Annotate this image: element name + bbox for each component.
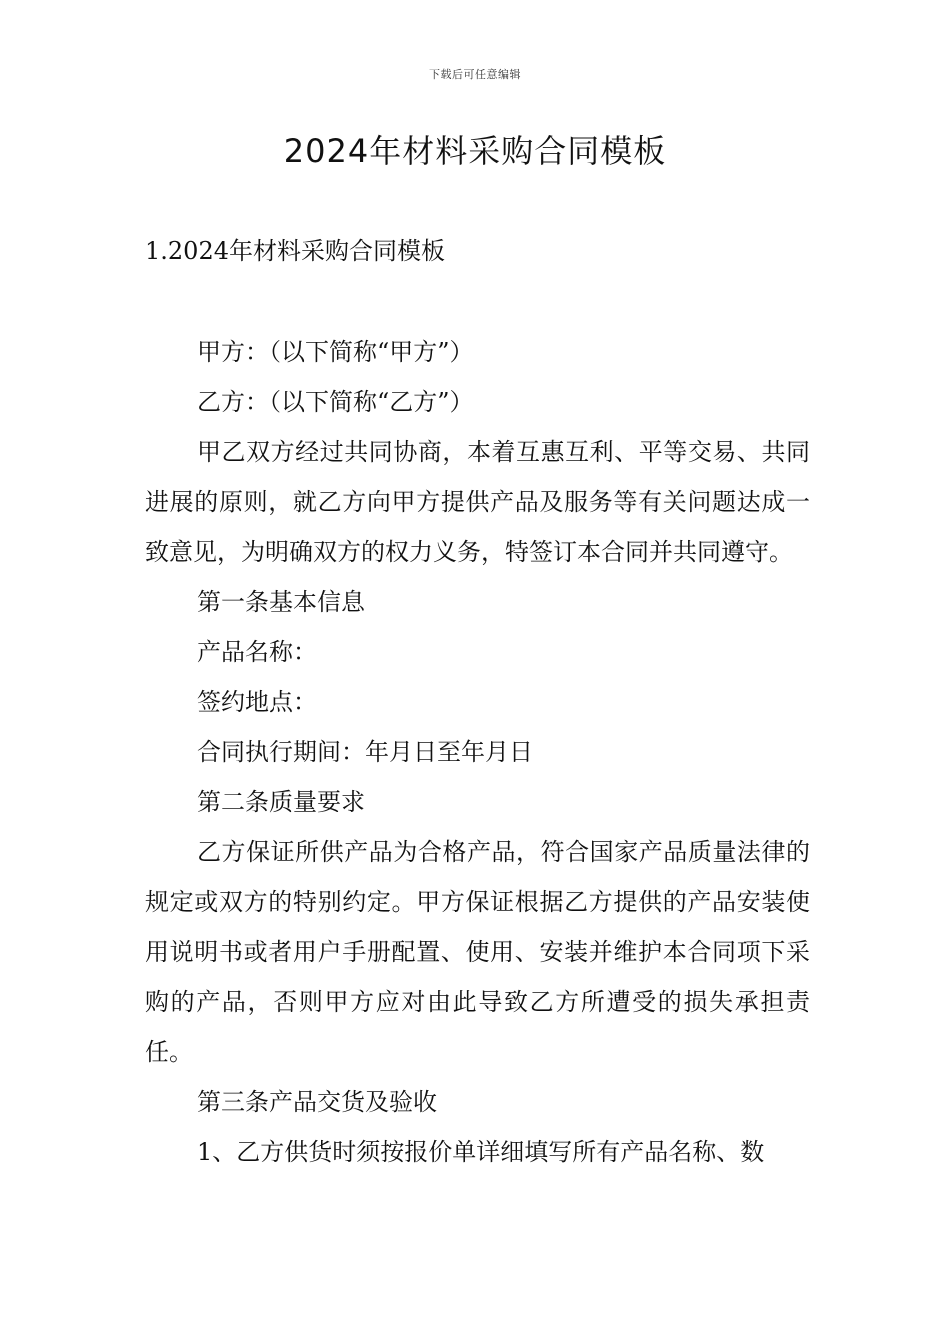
product-name-line: 产品名称： [197, 638, 317, 666]
quality-paragraph: 乙方保证所供产品为合格产品，符合国家产品质量法律的规定或双方的特别约定。甲方保证根据乙方提供的产品安装使用说明书或者用户手册配置、使用、安装并维护本合同项下采购的产品，否则甲方应对由此导致乙方所遭受的损失承担责任。 [145, 838, 810, 1066]
article-2-heading: 第二条质量要求 [197, 788, 365, 816]
header-note: 下载后可任意编辑 [429, 68, 521, 81]
delivery-paragraph: 1、乙方供货时须按报价单详细填写所有产品名称、数 [197, 1138, 765, 1166]
contract-period-line: 合同执行期间：年月日至年月日 [197, 738, 533, 766]
article-1-heading: 第一条基本信息 [197, 588, 365, 616]
party-b-line: 乙方：（以下简称“乙方”） [197, 388, 474, 416]
signing-location-line: 签约地点： [197, 688, 317, 716]
article-3-heading: 第三条产品交货及验收 [197, 1088, 437, 1116]
document-body [145, 327, 810, 1177]
section-heading: 1.2024年材料采购合同模板 [145, 237, 445, 265]
document-title: 2024年材料采购合同模板 [283, 132, 667, 170]
preamble-paragraph: 甲乙双方经过共同协商，本着互惠互利、平等交易、共同进展的原则，就乙方向甲方提供产品及服务等有关问题达成一致意见，为明确双方的权力义务，特签订本合同并共同遵守。 [145, 438, 810, 566]
party-a-line: 甲方：（以下简称“甲方”） [197, 338, 474, 366]
